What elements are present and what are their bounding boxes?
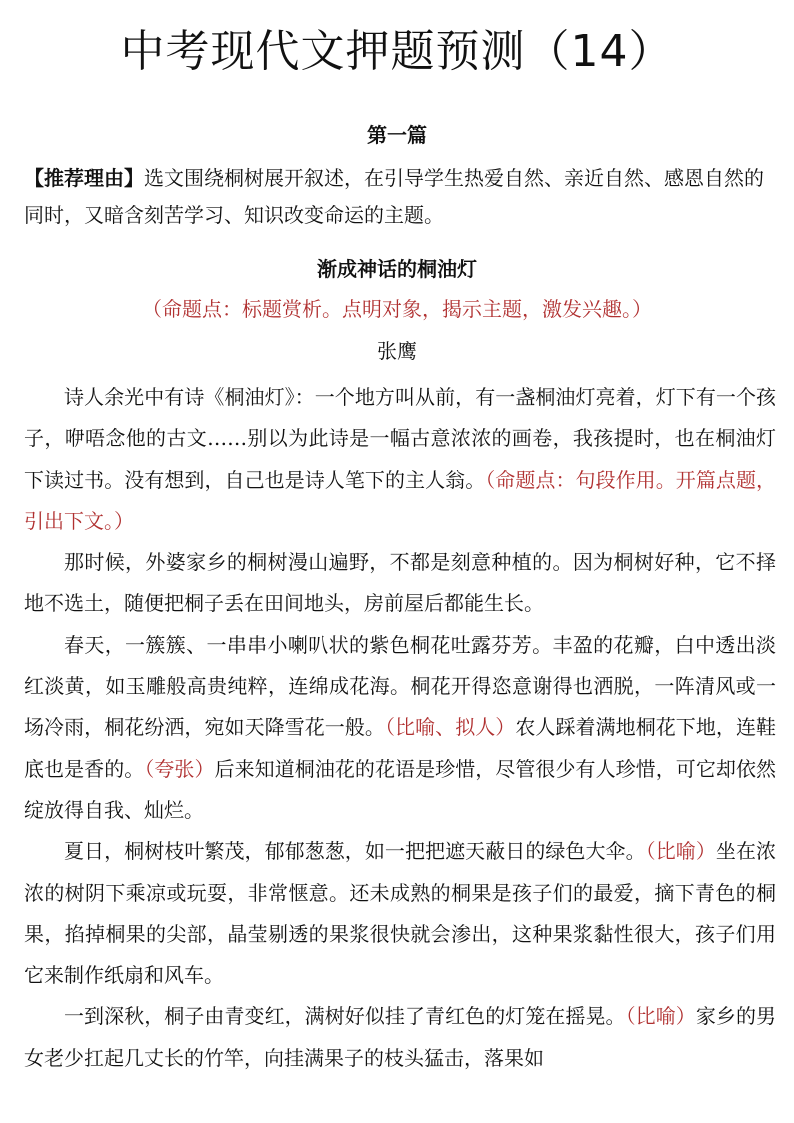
paragraph-text: 春天，一簇簇、一串串小喇叭状的紫色桐花吐露芬芳。丰盈的花瓣，白中透出淡红淡黄，如玉雕般高贵纯粹，连绵成花海。桐花开得恣意谢得也洒脱，一阵清风或一场冷雨，桐花纷洒，宛如天降雪花一般。 (24, 632, 776, 740)
paragraph (24, 831, 776, 996)
article-title: 渐成神话的桐油灯 (317, 257, 477, 281)
paragraph-text: 那时候，外婆家乡的桐树漫山遍野，不都是刻意种植的。因为桐树好种，它不择地不选土，随便把桐子丢在田间地头，房前屋后都能生长。 (24, 550, 776, 616)
paragraph-text: 坐在浓浓的树阴下乘凉或玩耍，非常惬意。还未成熟的桐果是孩子们的最爱，摘下青色的桐果，掐掉桐果的尖部，晶莹剔透的果浆很快就会渗出，这种果浆黏性很大，孩子们用它来制作纸扇和风车。 (24, 839, 777, 988)
annotation-note: （比喻） (645, 839, 716, 864)
paragraph-text: 诗人余光中有诗《桐油灯》：一个地方叫从前，有一盏桐油灯亮着，灯下有一个孩子，咿唔念他的古文……别以为此诗是一幅古意浓浓的画卷，我孩提时，也在桐油灯下读过书。没有想到，自己也是诗人笔下的主人翁。 (24, 385, 776, 492)
section-heading: 第一篇 (367, 123, 427, 147)
paragraph (24, 377, 776, 542)
paragraph-text: 夏日，桐树枝叶繁茂，郁郁葱葱，如一把把遮天蔽日的绿色大伞。 (64, 839, 646, 864)
paragraph-text: 一到深秋，桐子由青变红，满树好似挂了青红色的灯笼在摇晃。 (64, 1004, 626, 1029)
article-body (24, 377, 776, 1079)
recommend-reason (24, 160, 776, 234)
paragraph (24, 996, 776, 1079)
paragraph (24, 542, 776, 625)
paragraph-text: 后来知道桐油花的花语是珍惜，尽管很少有人珍惜，可它却依然绽放得自我、灿烂。 (24, 756, 777, 822)
paragraph-text: 农人踩着满地桐花下地，连鞋底也是香的。 (24, 715, 777, 781)
page-title: 中考现代文押题预测（14） (120, 26, 674, 77)
annotation-note: （命题点：句段作用。开篇点题，引出下文。） (24, 467, 777, 533)
title-note: （命题点：标题赏析。点明对象，揭示主题，激发兴趣。） (142, 297, 652, 321)
reason-tag: 【推荐理由】 (24, 166, 144, 190)
reason-text: 选文围绕桐树展开叙述，在引导学生热爱自然、亲近自然、感恩自然的同时，又暗含刻苦学习、知识改变命运的主题。 (24, 166, 764, 227)
paragraph (24, 625, 776, 831)
paragraph-text: 家乡的男女老少扛起几丈长的竹竿，向挂满果子的枝头猛击，落果如 (24, 1004, 777, 1070)
annotation-note: （夸张） (144, 756, 215, 781)
author-name: 张鹰 (377, 339, 417, 363)
annotation-note: （比喻、拟人） (384, 715, 516, 740)
annotation-note: （比喻） (625, 1004, 696, 1029)
